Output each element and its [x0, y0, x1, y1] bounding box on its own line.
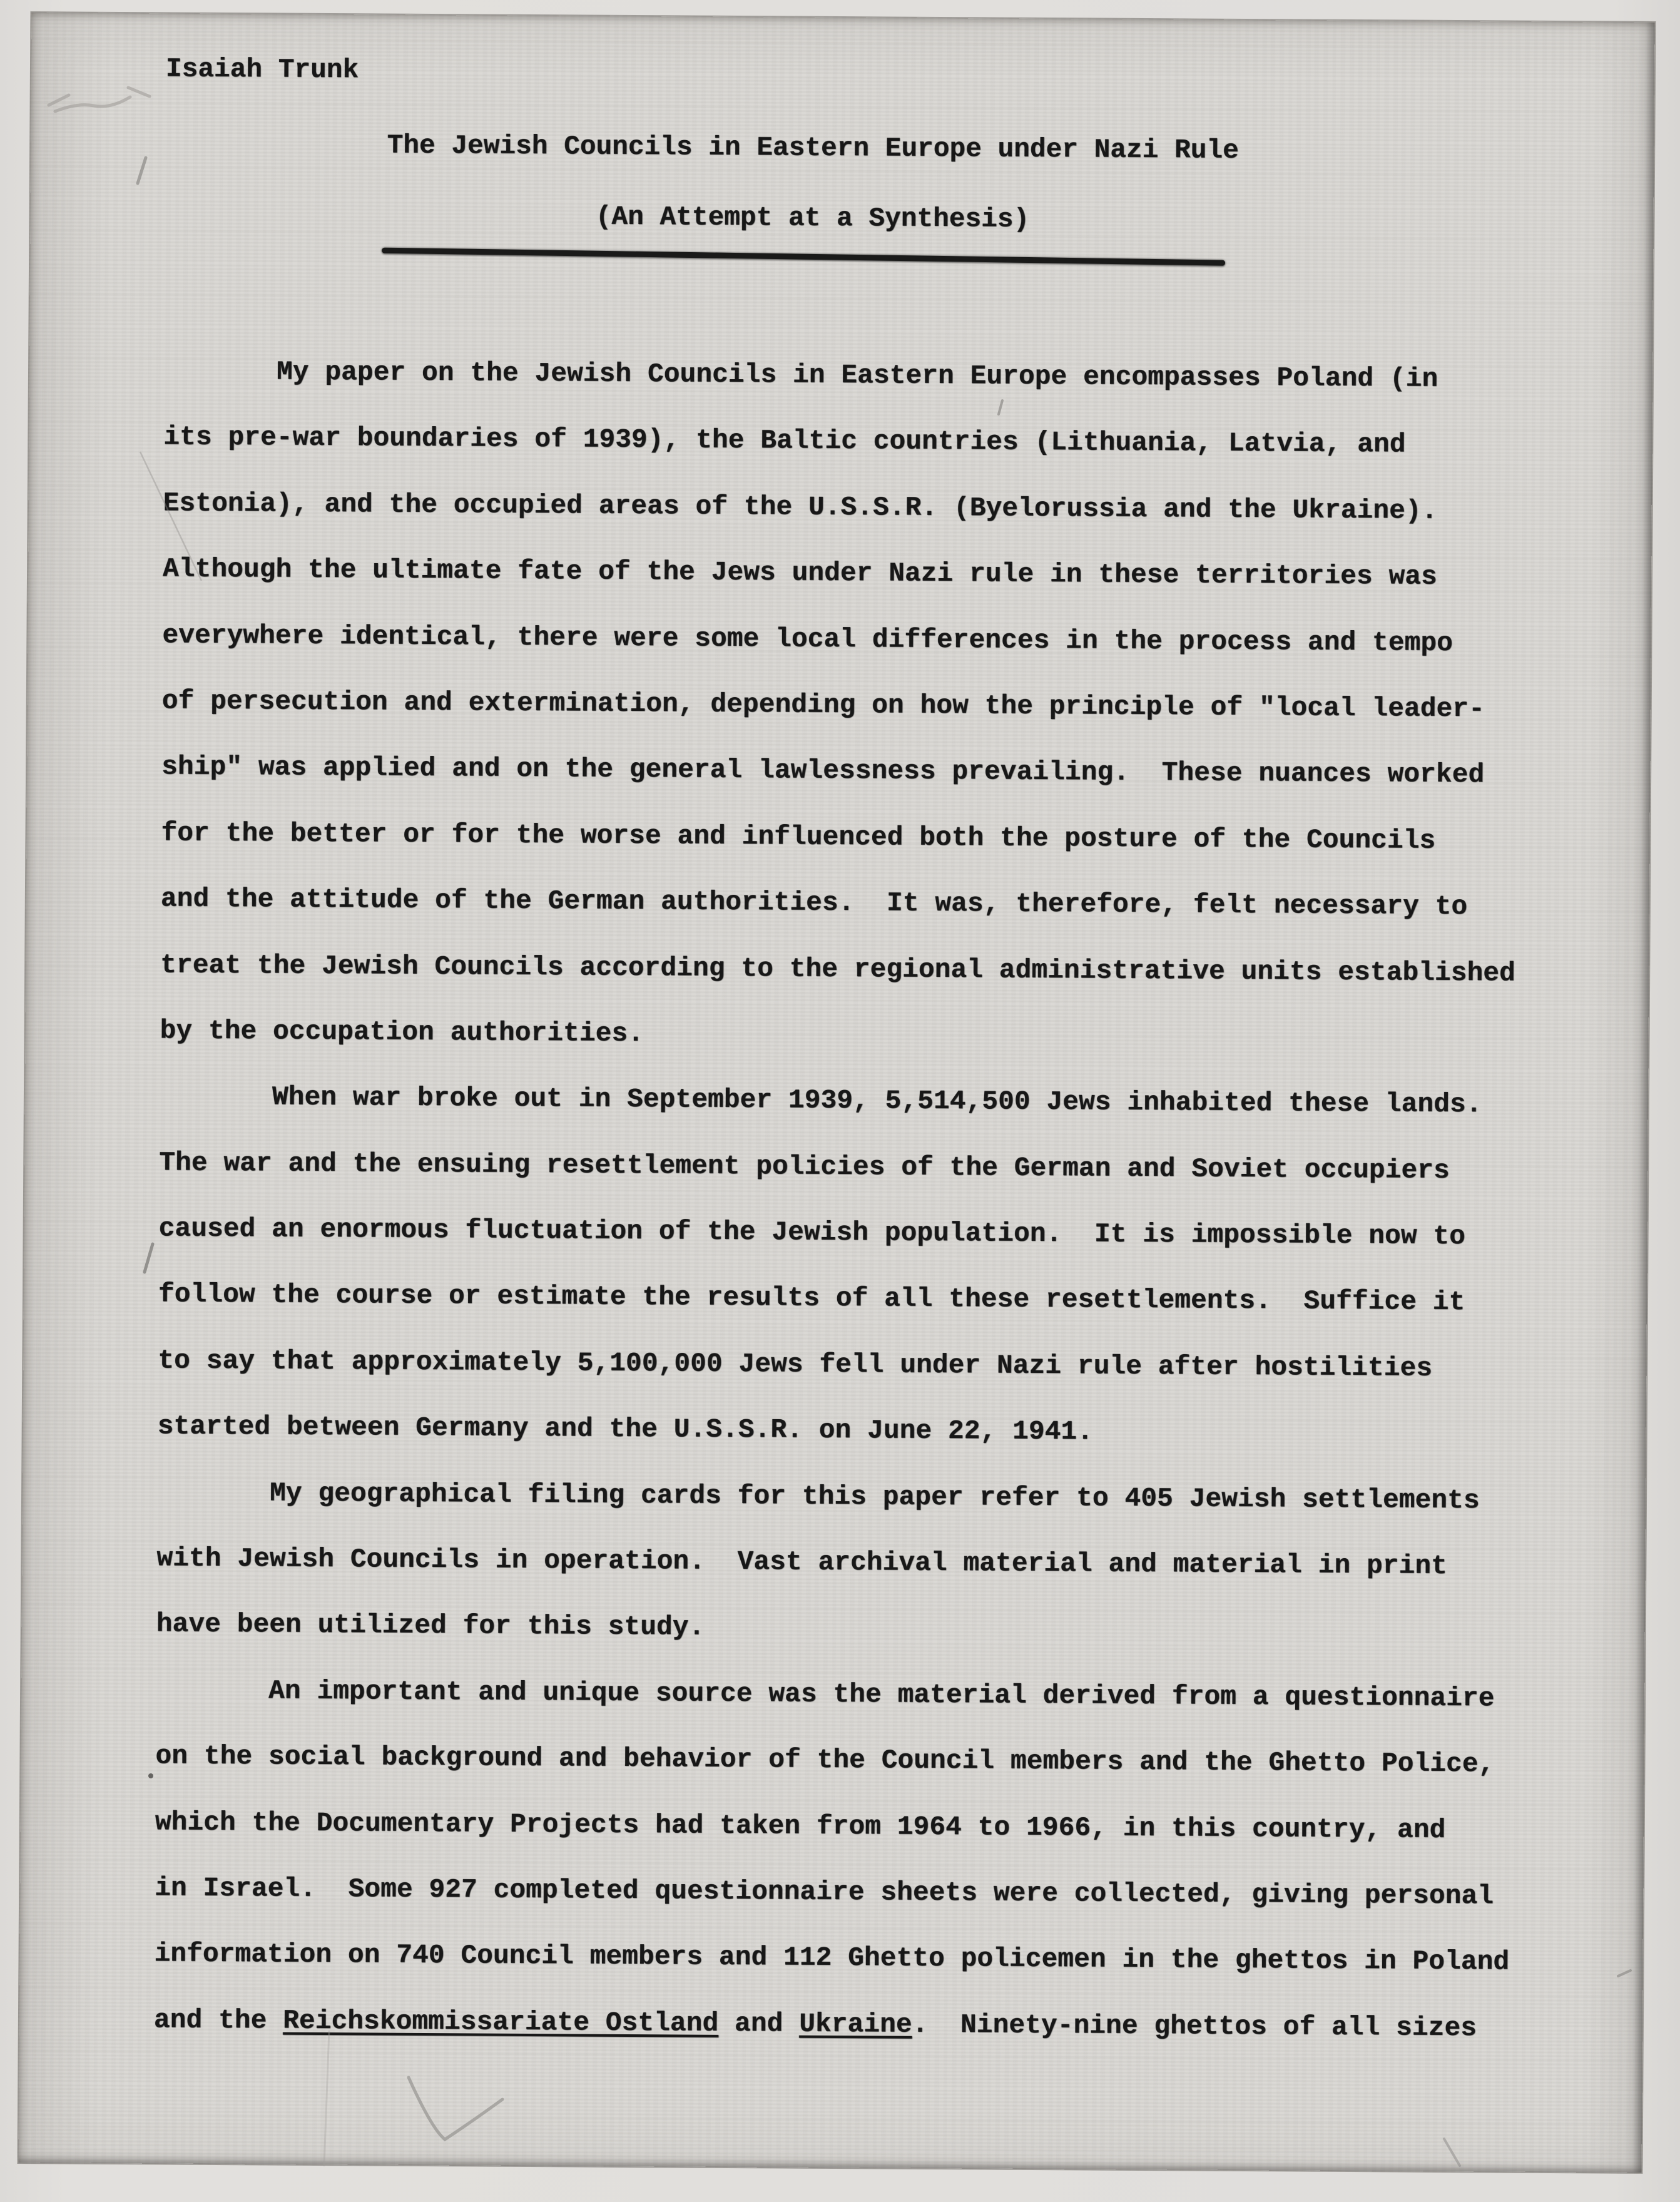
text-segment: treat the Jewish Councils according to the regional administrative units established	[160, 949, 1516, 989]
document-subtitle: (An Attempt at a Synthesis)	[595, 201, 1030, 235]
text-line	[163, 422, 1519, 496]
text-line	[162, 619, 1517, 694]
text-segment: by the occupation authorities.	[160, 1015, 644, 1049]
text-line	[156, 1609, 1511, 1683]
text-segment: caused an enormous fluctuation of the Jewish population. It is impossible now to	[158, 1213, 1466, 1252]
text-segment: and the attitude of the German authorities. It was, therefore, felt necessary to	[160, 883, 1468, 922]
text-line	[155, 1807, 1510, 1881]
text-line	[161, 817, 1516, 892]
text-segment: My paper on the Jewish Councils in Eastern Europe encompasses Poland (in	[276, 356, 1438, 394]
text-segment: of persecution and extermination, depending on how the principle of "local leader-	[161, 685, 1485, 725]
text-line	[157, 1477, 1512, 1551]
text-line	[161, 685, 1517, 760]
text-segment: have been utilized for this study.	[156, 1608, 705, 1643]
text-segment: and	[718, 2007, 800, 2039]
text-segment: with Jewish Councils in operation. Vast archival material and material in print	[156, 1542, 1448, 1582]
text-line	[163, 487, 1518, 562]
text-segment: The war and the ensuing resettlement policies of the German and Soviet occupiers	[159, 1147, 1450, 1186]
text-line	[158, 1213, 1514, 1287]
text-line	[163, 554, 1518, 628]
text-segment: which the Documentary Projects had taken from 1964 to 1966, in this country, and	[155, 1806, 1446, 1845]
text-line	[158, 1345, 1513, 1419]
text-line	[160, 884, 1515, 958]
scanned-page	[18, 11, 1656, 2174]
text-segment: follow the course or estimate the results of all these resettlements. Suffice it	[158, 1278, 1465, 1318]
text-segment: to say that approximately 5,100,000 Jews fell under Nazi rule after hostilities	[158, 1345, 1433, 1384]
text-segment: for the better or for the worse and influenced both the posture of the Councils	[161, 817, 1436, 856]
document-title: The Jewish Councils in Eastern Europe under Nazi Rule	[387, 130, 1239, 166]
text-segment: its pre-war boundaries of 1939), the Baltic countries (Lithuania, Latvia, and	[163, 421, 1406, 460]
text-segment: started between Germany and the U.S.S.R. on June 22, 1941.	[157, 1410, 1094, 1447]
text-segment: and the	[153, 2004, 283, 2036]
text-line	[161, 752, 1517, 826]
text-line	[153, 2004, 1509, 2079]
text-segment: Estonia), and the occupied areas of the U.S.S.R. (Byelorussia and the Ukraine).	[163, 487, 1438, 526]
text-segment: in Israel. Some 927 completed questionnaire sheets were collected, giving personal	[155, 1872, 1494, 1912]
text-line	[164, 355, 1519, 430]
title-underline-rule	[382, 248, 1225, 266]
text-segment: everywhere identical, there were some local differences in the process and tempo	[162, 619, 1453, 658]
text-segment: Although the ultimate fate of the Jews under Nazi rule in these territories was	[162, 553, 1438, 593]
text-line	[155, 1741, 1510, 1815]
text-segment: An important and unique source was the material derived from a questionnaire	[268, 1675, 1495, 1714]
text-line	[160, 949, 1515, 1024]
underlined-term: Ukraine	[799, 2008, 912, 2040]
underlined-term: Reichskommissariate Ostland	[283, 2005, 719, 2039]
author-name: Isaiah Trunk	[165, 53, 359, 86]
text-line	[154, 1939, 1509, 2013]
text-segment: on the social background and behavior of the Council members and the Ghetto Police,	[155, 1740, 1495, 1780]
text-line	[157, 1411, 1512, 1486]
text-line	[155, 1872, 1510, 1947]
text-segment: ship" was applied and on the general lawlessness prevailing. These nuances worked	[161, 751, 1485, 790]
text-line	[156, 1542, 1512, 1617]
text-segment: My geographical filing cards for this paper refer to 405 Jewish settlements	[269, 1477, 1480, 1516]
text-segment: information on 740 Council members and 112 Ghetto policemen in the ghettos in Poland	[154, 1938, 1510, 1977]
text-line	[158, 1279, 1514, 1353]
text-line	[156, 1674, 1511, 1749]
document-body	[153, 355, 1519, 2078]
text-segment: . Ninety-nine ghettos of all sizes	[912, 2009, 1477, 2044]
text-segment: When war broke out in September 1939, 5,514,500 Jews inhabited these lands.	[272, 1081, 1482, 1120]
text-line	[160, 1015, 1515, 1089]
text-line	[159, 1081, 1514, 1156]
text-line	[159, 1147, 1514, 1221]
